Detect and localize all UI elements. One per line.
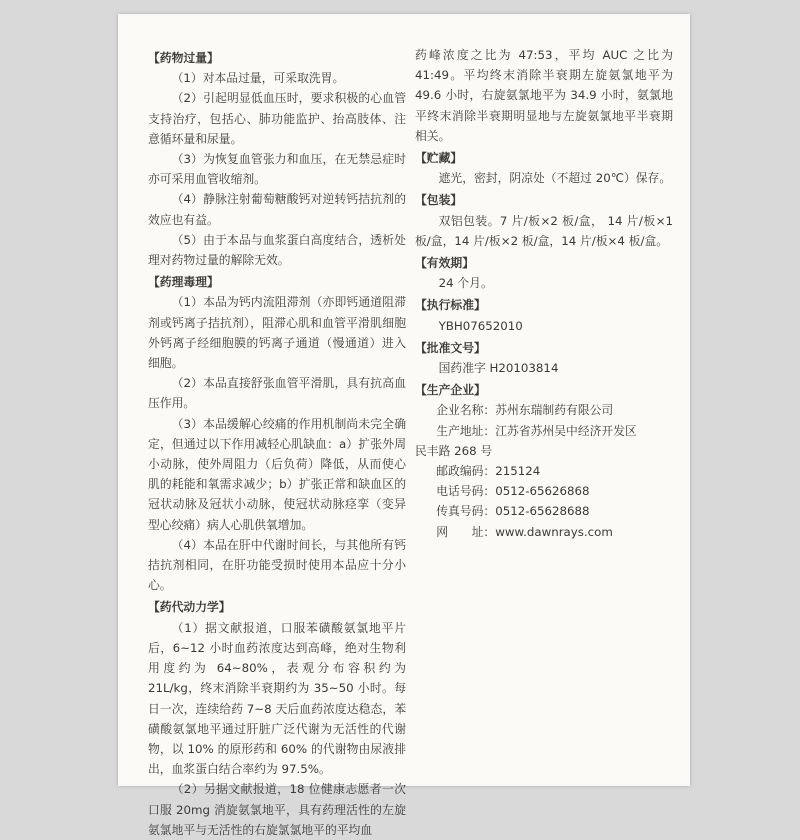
overdose-item-2: （2）引起明显低血压时，要求积极的心血管支持治疗，包括心、肺功能监护、抬高肢体、注意循环量和尿量。	[148, 91, 406, 146]
leaflet-page	[118, 14, 690, 837]
manufacturer-info	[415, 400, 673, 541]
pharmacokinetics-title: 【药代动力学】	[148, 600, 231, 615]
validity-text: 24 个月。	[438, 276, 493, 291]
company-fax-label: 传真号码：	[436, 504, 496, 519]
pharmacokinetics-item-2: （2）另据文献报道，18 位健康志愿者一次口服 20mg 消旋氨氯地平，具有药理活性的左旋氨氯地平与无活性的右旋氯氯地平的平均血	[148, 782, 406, 837]
pharmacology-item-2: （2）本品直接舒张血管平滑肌，具有抗高血压作用。	[148, 376, 406, 411]
pharmacology-item-1: （1）本品为钙内流阻滞剂（亦即钙通道阻滞剂或钙离子拮抗剂），阻滞心肌和血管平滑肌细胞外钙离子经细胞膜的钙离子通道（慢通道）进入细胞。	[148, 295, 406, 371]
company-address-row	[436, 421, 673, 441]
pharmacokinetics-item-1: （1）据文献报道，口服苯磺酸氨氯地平片后，6~12 小时血药浓度达到高峰，绝对生物利用度约为 64~80%，表观分布容积约为 21L/kg，终末消除半衰期约为 35~50 小时。每日一次，连续给药 7~8 天后血药浓度达稳态，苯磺酸氨氯地平通过肝脏广泛代谢为无活性的代谢物，以 10% 的原形药和 60% 的代谢物由尿液排出，血浆蛋白结合率约为 97.5%。	[148, 620, 406, 777]
company-address-cont: 民丰路 268 号	[415, 443, 493, 458]
company-address-label: 生产地址：	[436, 423, 496, 438]
overdose-item-1: （1）对本品过量，可采取洗胃。	[171, 71, 345, 86]
company-website-value: www.dawnrays.com	[495, 524, 613, 539]
company-fax-row	[436, 501, 673, 521]
overdose-item-3: （3）为恢复血管张力和血压，在无禁忌症时亦可采用血管收缩剂。	[148, 152, 406, 187]
storage-text: 遮光，密封，阴凉处（不超过 20℃）保存。	[438, 171, 672, 186]
company-name-row	[436, 400, 673, 420]
overdose-item-5: （5）由于本品与血浆蛋白高度结合，透析处理对药物过量的解除无效。	[148, 232, 406, 268]
company-tel-row	[436, 481, 673, 501]
company-zip-value: 215124	[495, 464, 541, 479]
overdose-title: 【药物过量】	[148, 51, 219, 65]
pharmacology-item-4: （4）本品在肝中代谢时间长，与其他所有钙拮抗剂相同，在肝功能受损时使用本品应十分小心。	[148, 537, 406, 593]
pharmacology-title: 【药理毒理】	[148, 275, 219, 290]
right-column	[415, 45, 673, 542]
standard-title: 【执行标准】	[415, 298, 486, 313]
approval-text: 国药准字 H20103814	[438, 361, 559, 376]
company-website-row	[436, 522, 673, 542]
company-website-label: 网 址：	[436, 524, 496, 539]
overdose-item-4: （4）静脉注射葡萄糖酸钙对逆转钙拮抗剂的效应也有益。	[148, 192, 406, 227]
company-tel-value: 0512-65626868	[495, 484, 590, 499]
standard-text: YBH07652010	[438, 318, 523, 333]
company-name-value: 苏州东瑞制药有限公司	[495, 403, 614, 418]
validity-title: 【有效期】	[415, 256, 474, 271]
pharmacology-item-3: （3）本品缓解心绞痛的作用机制尚未完全确定，但通过以下作用减轻心肌缺血：a）扩张外周小动脉，使外周阻力（后负荷）降低，从而使心肌的耗能和氧需求减少；b）扩张正常和缺血区的冠状动脉及冠状小动脉，使冠状动脉痉挛（变异型心绞痛）病人心肌供氧增加。	[148, 416, 406, 532]
company-address-value: 江苏省苏州吴中经济开发区	[495, 423, 637, 438]
company-tel-label: 电话号码：	[436, 484, 496, 499]
package-text: 双铝包装。7 片/板×2 板/盒， 14 片/板×1 板/盒，14 片/板×2 板/盒，14 片/板×4 板/盒。	[415, 213, 673, 248]
pharmacokinetics-continued: 药峰浓度之比为 47:53，平均 AUC 之比为 41:49。平均终末消除半衰期左旋氨氯地平为 49.6 小时，右旋氨氯地平为 34.9 小时，氨氯地平终末消除半衰期明显地与左旋氨氯地平半衰期相关。	[415, 48, 673, 143]
left-column	[148, 46, 406, 840]
storage-title: 【贮藏】	[415, 151, 463, 166]
company-zip-label: 邮政编码：	[436, 464, 496, 479]
company-name-label: 企业名称：	[436, 403, 496, 418]
approval-title: 【批准文号】	[415, 340, 486, 355]
company-fax-value: 0512-65628688	[495, 504, 590, 519]
package-title: 【包装】	[415, 193, 463, 208]
manufacturer-title: 【生产企业】	[415, 383, 486, 398]
company-zip-row	[436, 461, 673, 481]
